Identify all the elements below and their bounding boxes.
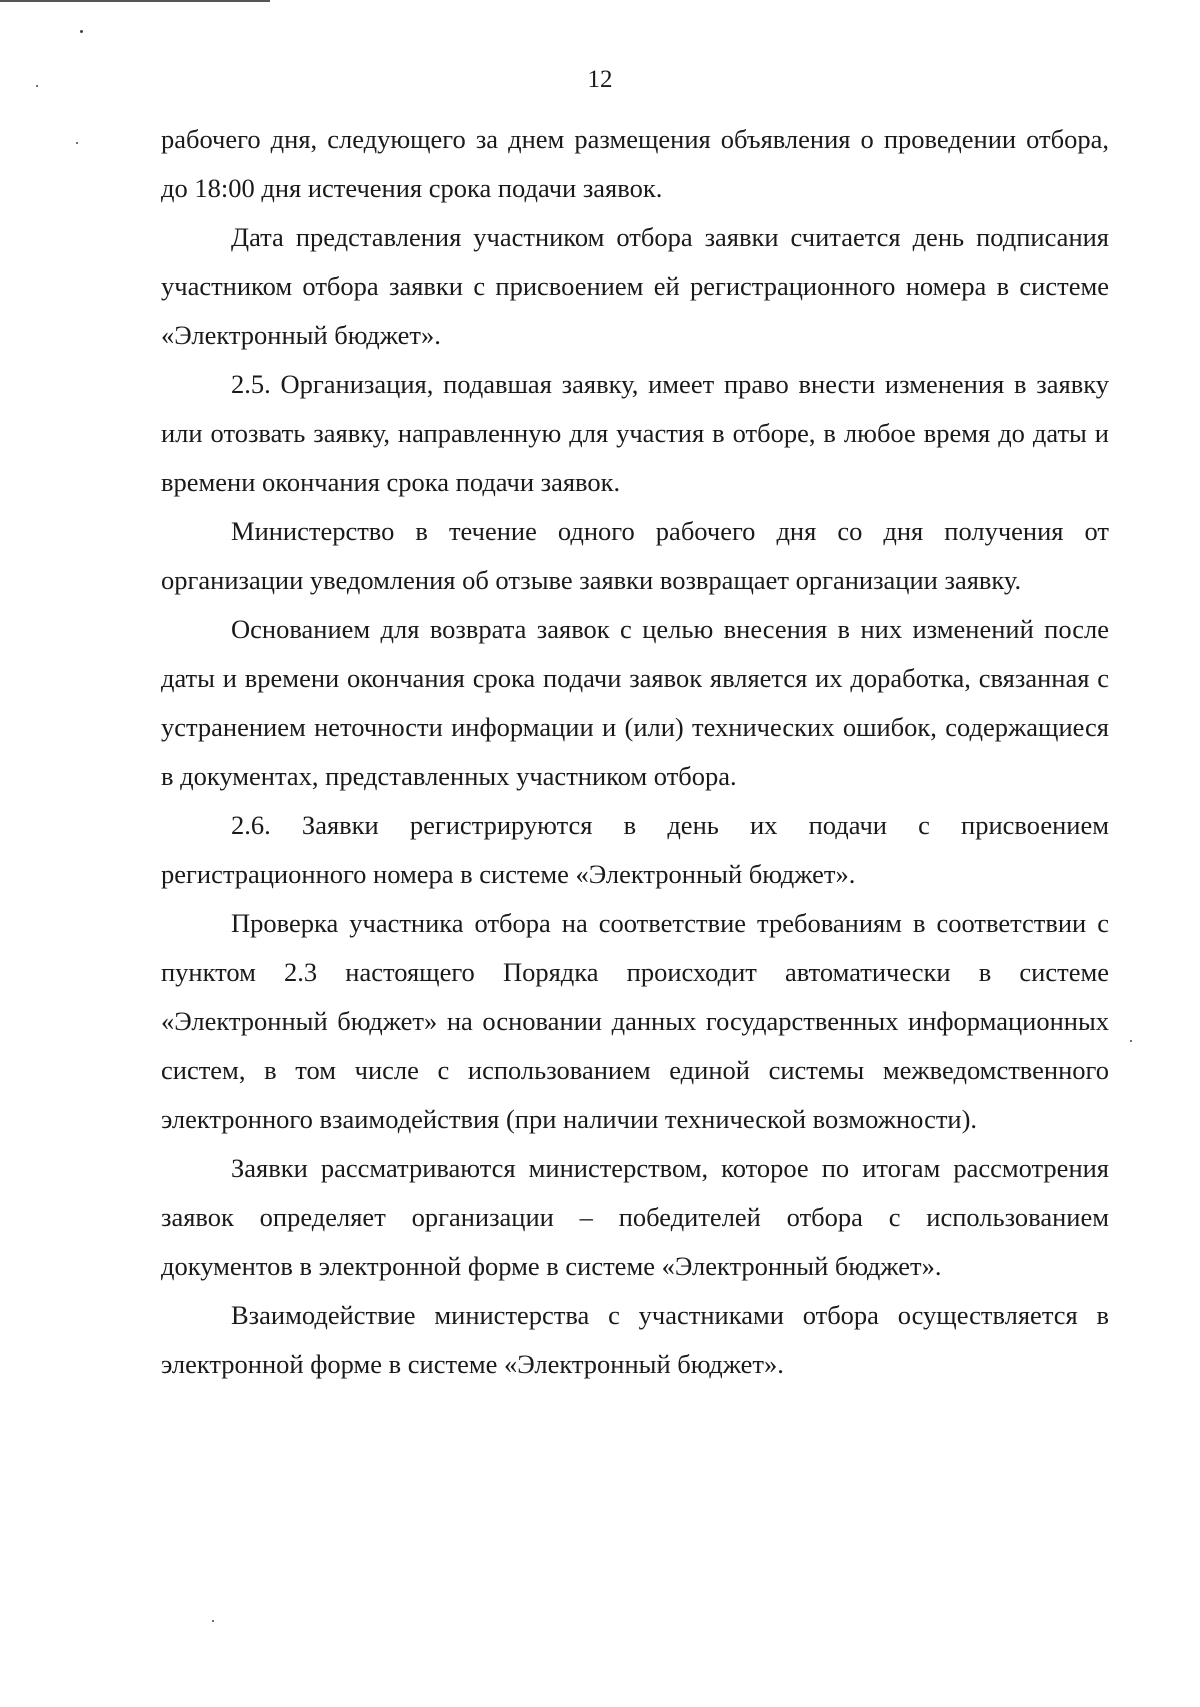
paragraph-3: 2.5. Организация, подавшая заявку, имеет право внести изменения в заявку или отозвать заявку, направленную для участия в отборе, в любое время до даты и времени окончания срока подачи заявок. <box>161 369 1109 497</box>
page-number: 12 <box>587 66 613 93</box>
paragraph-4: Министерство в течение одного рабочего дня со дня получения от организации уведомления об отзыве заявки возвращает организации заявку. <box>161 516 1109 595</box>
paragraph-7: Проверка участника отбора на соответствие требованиям в соответствии с пунктом 2.3 настоящего Порядка происходит автоматически в системе «Электронный бюджет» на основании данных государственных информационных систем, в том числе с использованием единой системы межведомственного электронного взаимодействия (при наличии технической возможности). <box>161 908 1109 1134</box>
paragraph-2: Дата представления участником отбора заявки считается день подписания участником отбора заявки с присвоением ей регистрационного номера в системе «Электронный бюджет». <box>161 222 1109 350</box>
paragraph-6: 2.6. Заявки регистрируются в день их подачи с присвоением регистрационного номера в системе «Электронный бюджет». <box>161 810 1109 889</box>
paragraph-8: Заявки рассматриваются министерством, которое по итогам рассмотрения заявок определяет организации – победителей отбора с использованием документов в электронной форме в системе «Электронный бюджет». <box>161 1153 1109 1281</box>
scan-speck <box>212 1620 214 1622</box>
scan-speck <box>1130 1040 1132 1042</box>
paragraph-1: рабочего дня, следующего за днем размещения объявления о проведении отбора, до 18:00 дня истечения срока подачи заявок. <box>161 124 1109 203</box>
paragraph-5: Основанием для возврата заявок с целью внесения в них изменений после даты и времени окончания срока подачи заявок является их доработка, связанная с устранением неточности информации и (или) технических ошибок, содержащиеся в документах, представленных участником отбора. <box>161 614 1109 791</box>
scan-speck <box>76 142 78 144</box>
scan-speck <box>80 30 83 33</box>
document-body <box>161 115 1109 1389</box>
paragraph-9: Взаимодействие министерства с участниками отбора осуществляется в электронной форме в системе «Электронный бюджет». <box>161 1300 1109 1379</box>
scan-edge-line <box>0 0 270 2</box>
